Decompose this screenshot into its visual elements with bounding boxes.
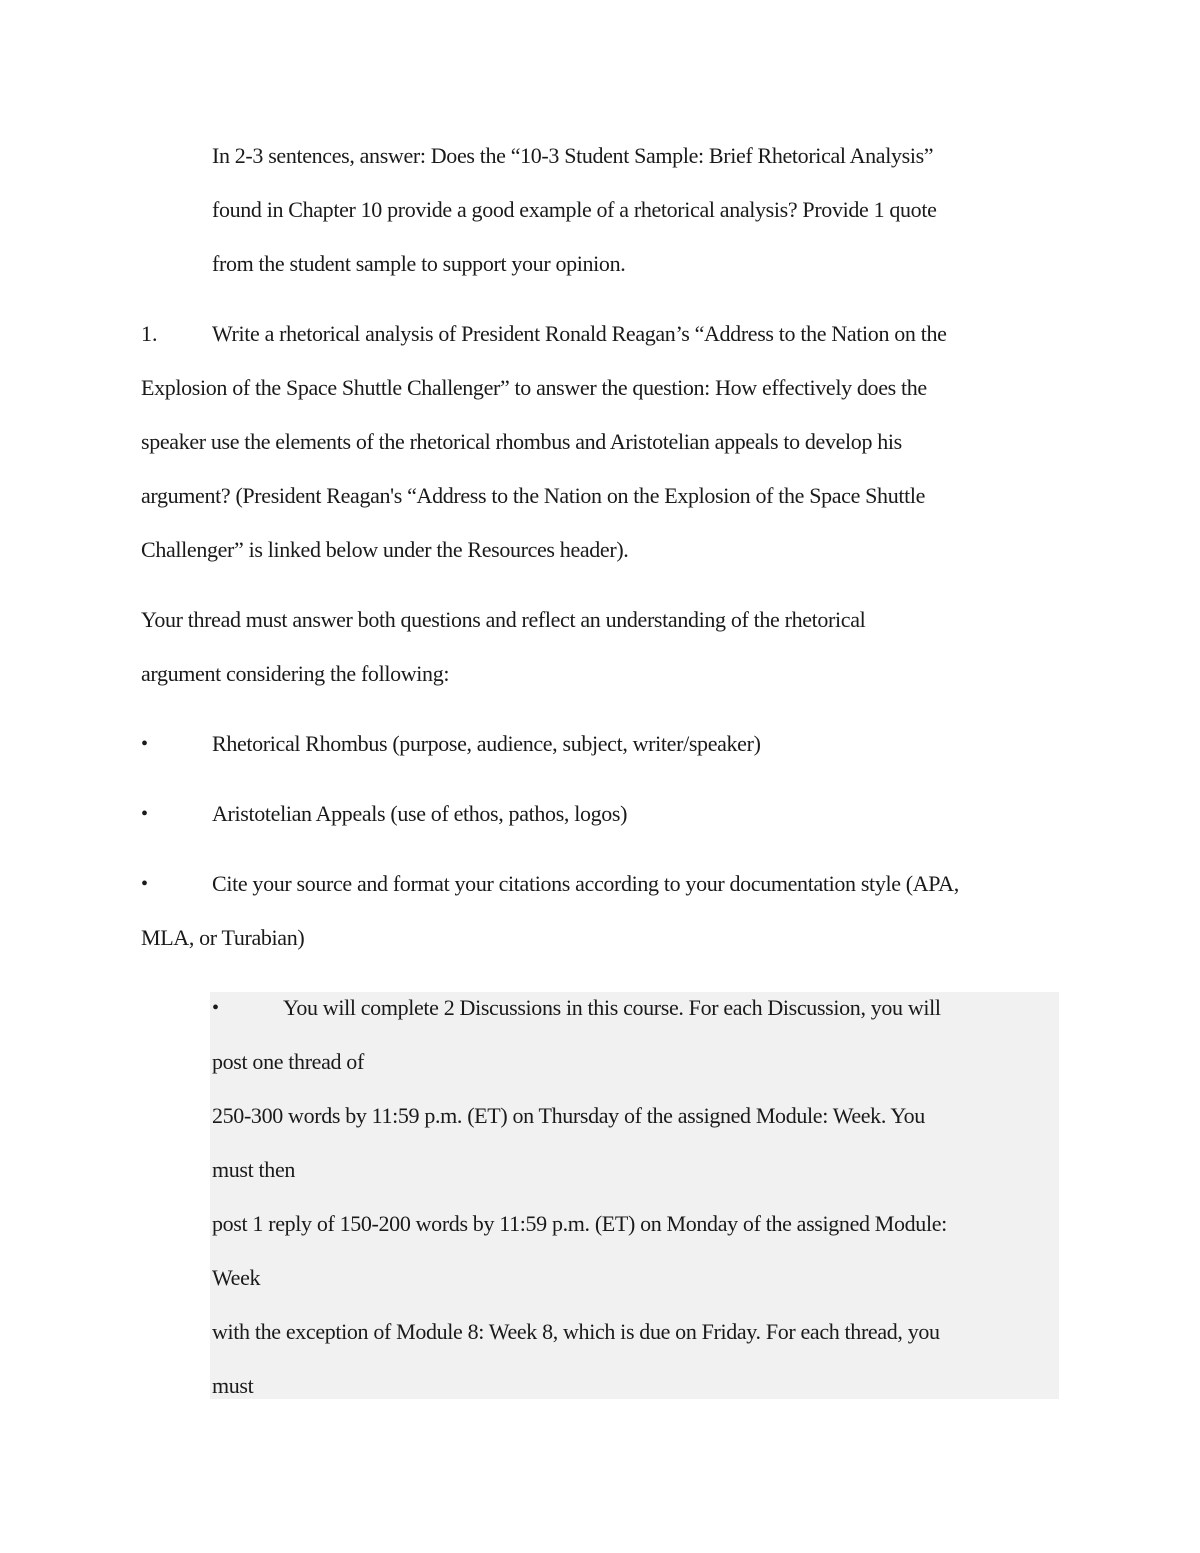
item-line-3: speaker use the elements of the rhetorical rhombus and Aristotelian appeals to develop his [141, 429, 902, 454]
note-line-7: with the exception of Module 8: Week 8, which is due on Friday. For each thread, you [212, 1319, 940, 1344]
requirements-line-1: Your thread must answer both questions and reflect an understanding of the rhetorical [141, 607, 866, 632]
bullet-aristotelian-appeals: Aristotelian Appeals (use of ethos, pathos, logos) [212, 801, 628, 826]
bullet-cite-source-continuation: MLA, or Turabian) [141, 925, 305, 950]
note-line-3: 250-300 words by 11:59 p.m. (ET) on Thursday of the assigned Module: Week. You [212, 1103, 925, 1128]
item-line-5: Challenger” is linked below under the Resources header). [141, 537, 629, 562]
intro-line-3: from the student sample to support your opinion. [212, 251, 626, 276]
intro-line-2: found in Chapter 10 provide a good example of a rhetorical analysis? Provide 1 quote [212, 197, 937, 222]
bullet-icon: • [141, 803, 149, 825]
bullet-rhetorical-rhombus: Rhetorical Rhombus (purpose, audience, subject, writer/speaker) [212, 731, 761, 756]
bullet-icon: • [141, 873, 149, 895]
item-number: 1. [141, 321, 158, 346]
item-line-4: argument? (President Reagan's “Address to the Nation on the Explosion of the Space Shuttle [141, 483, 926, 508]
note-line-2: post one thread of [212, 1049, 364, 1074]
intro-line-1: In 2-3 sentences, answer: Does the “10-3 Student Sample: Brief Rhetorical Analysis” [212, 143, 934, 168]
item-line-2: Explosion of the Space Shuttle Challenger” to answer the question: How effectively does the [141, 375, 927, 400]
bullet-cite-source: Cite your source and format your citations according to your documentation style (APA, [212, 871, 959, 896]
note-line-5: post 1 reply of 150-200 words by 11:59 p.m. (ET) on Monday of the assigned Module: [212, 1211, 947, 1236]
note-line-4: must then [212, 1157, 296, 1182]
note-line-1: You will complete 2 Discussions in this course. For each Discussion, you will [283, 995, 941, 1020]
item-line-1: Write a rhetorical analysis of President Ronald Reagan’s “Address to the Nation on the [212, 321, 947, 346]
requirements-line-2: argument considering the following: [141, 661, 450, 686]
note-line-6: Week [212, 1265, 261, 1290]
note-line-8: must [212, 1373, 254, 1398]
note-bullet-icon: • [212, 997, 220, 1019]
bullet-icon: • [141, 733, 149, 755]
